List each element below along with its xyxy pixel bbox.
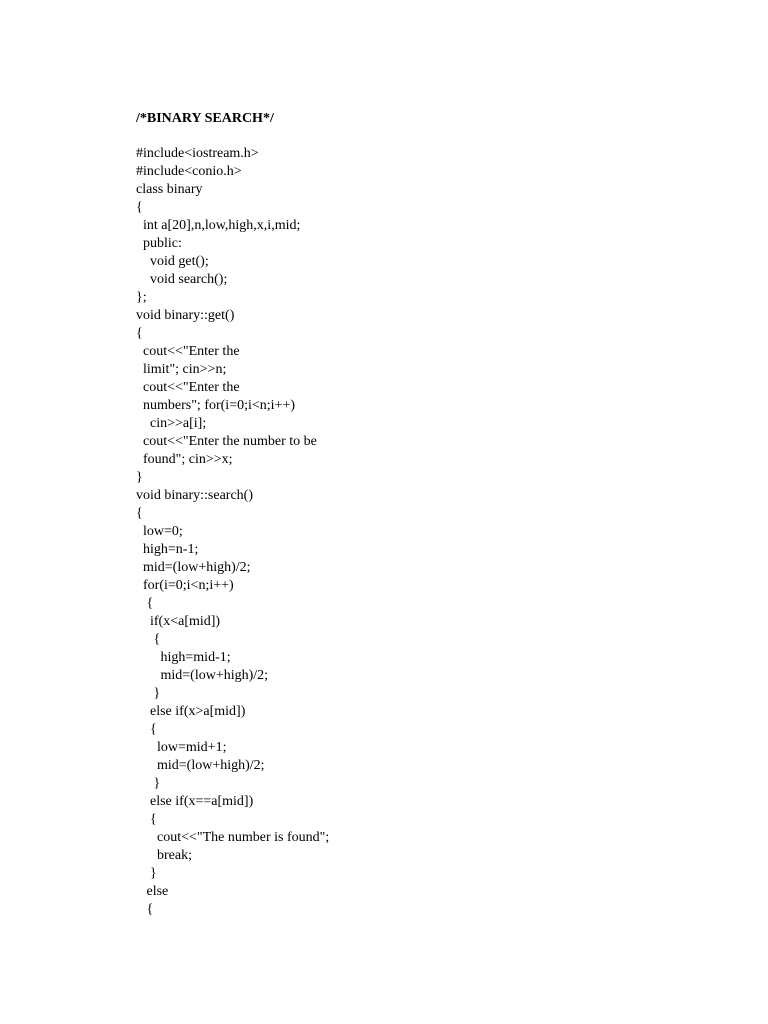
code-line: } xyxy=(136,686,161,701)
code-line: limit"; cin>>n; xyxy=(136,362,227,377)
code-line: public: xyxy=(136,236,182,251)
code-line: if(x<a[mid]) xyxy=(136,614,221,629)
code-line: mid=(low+high)/2; xyxy=(136,758,265,773)
code-line: for(i=0;i<n;i++) xyxy=(136,578,234,593)
code-line: cout<<"Enter the xyxy=(136,380,240,395)
code-line: else xyxy=(136,884,169,899)
code-line: } xyxy=(136,776,161,791)
code-line: mid=(low+high)/2; xyxy=(136,668,269,683)
code-line: { xyxy=(136,200,143,215)
code-line: int a[20],n,low,high,x,i,mid; xyxy=(136,218,301,233)
code-line: void search(); xyxy=(136,272,228,287)
code-line: { xyxy=(136,506,143,521)
code-line: mid=(low+high)/2; xyxy=(136,560,251,575)
code-line: void binary::get() xyxy=(136,308,235,323)
code-line: } xyxy=(136,470,143,485)
code-line: { xyxy=(136,902,154,917)
code-line: cin>>a[i]; xyxy=(136,416,207,431)
code-line: else if(x==a[mid]) xyxy=(136,794,254,809)
code-line: #include<conio.h> xyxy=(136,164,242,179)
code-line: cout<<"Enter the xyxy=(136,344,240,359)
code-line: { xyxy=(136,596,154,611)
code-line: } xyxy=(136,866,157,881)
code-line: void get(); xyxy=(136,254,209,269)
code-line: low=0; xyxy=(136,524,183,539)
code-line: class binary xyxy=(136,182,203,197)
code-line: }; xyxy=(136,290,147,305)
code-line: numbers"; for(i=0;i<n;i++) xyxy=(136,398,295,413)
document-title: /*BINARY SEARCH*/ xyxy=(136,111,274,126)
code-line: break; xyxy=(136,848,192,863)
code-block xyxy=(136,145,329,919)
code-line: { xyxy=(136,722,157,737)
code-line: { xyxy=(136,632,161,647)
code-line: #include<iostream.h> xyxy=(136,146,259,161)
code-line: { xyxy=(136,812,157,827)
code-line: void binary::search() xyxy=(136,488,254,503)
code-line: high=n-1; xyxy=(136,542,199,557)
code-line: found"; cin>>x; xyxy=(136,452,233,467)
code-line: cout<<"Enter the number to be xyxy=(136,434,317,449)
code-line: else if(x>a[mid]) xyxy=(136,704,246,719)
code-line: high=mid-1; xyxy=(136,650,231,665)
code-line: low=mid+1; xyxy=(136,740,227,755)
code-line: { xyxy=(136,326,143,341)
code-line: cout<<"The number is found"; xyxy=(136,830,330,845)
